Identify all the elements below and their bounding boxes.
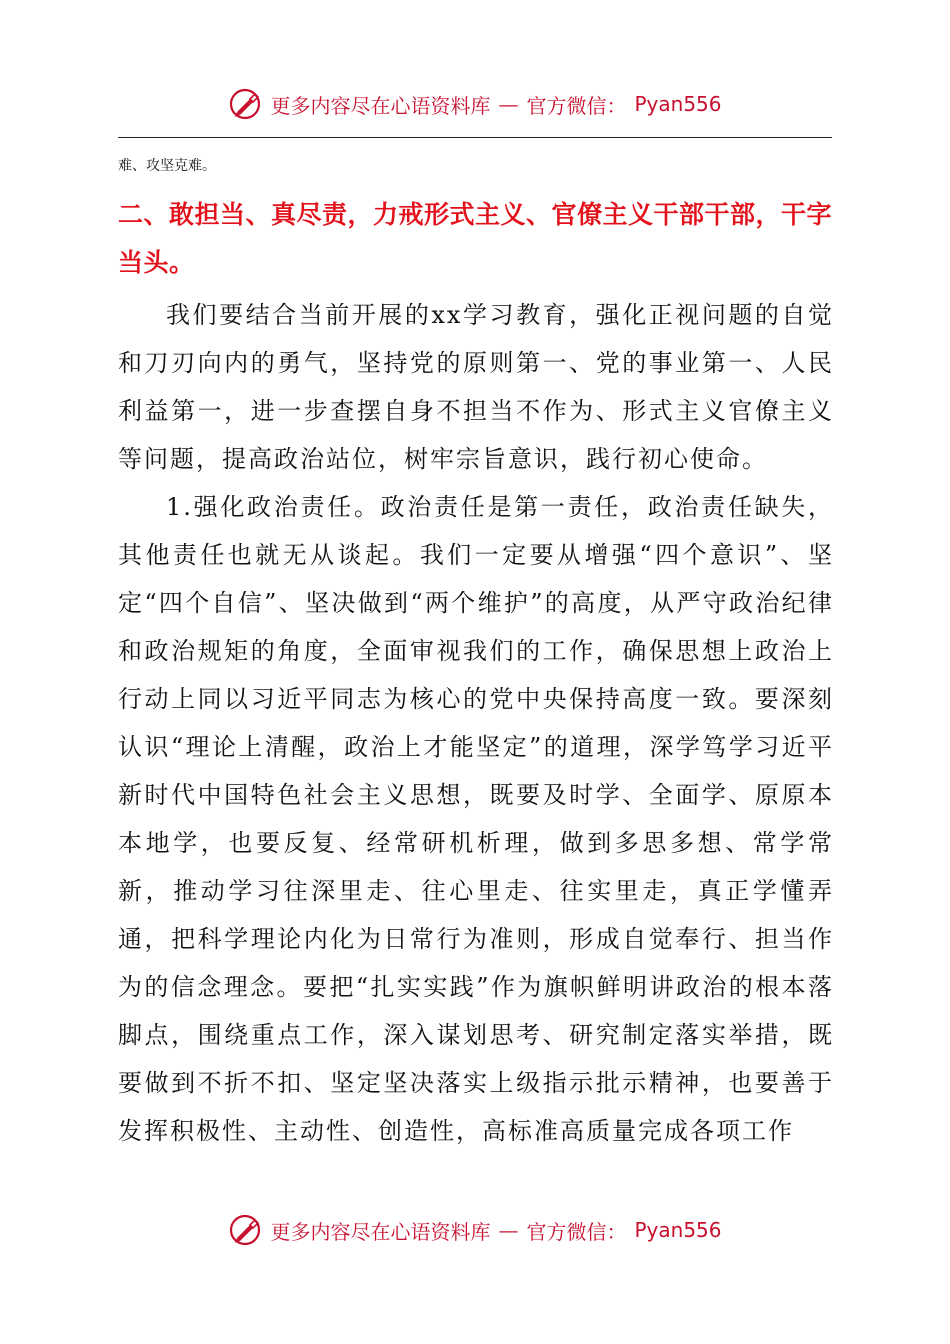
header-banner — [0, 84, 950, 124]
pen-logo-icon — [228, 1213, 262, 1247]
banner-wechat-label: 官方微信： — [526, 93, 627, 118]
banner-wechat-id: Pyan556 — [634, 1218, 722, 1242]
banner-dash: — — [498, 92, 519, 116]
banner-main-text: 更多内容尽在心语资料库 — [270, 93, 491, 118]
banner-main-text: 更多内容尽在心语资料库 — [270, 1219, 491, 1244]
header-rule — [118, 137, 832, 138]
banner-dash: — — [498, 1218, 519, 1242]
section-heading: 二、敢担当、真尽责，力戒形式主义、官僚主义干部干部，干字当头。 — [118, 200, 833, 277]
footer-banner — [0, 1210, 950, 1250]
carry-over-text: 难、攻坚克难。 — [118, 158, 216, 174]
pen-logo-icon — [228, 87, 262, 121]
document-body — [118, 151, 834, 1155]
banner-wechat-label: 官方微信： — [526, 1219, 627, 1244]
paragraph-intro: 我们要结合当前开展的xx学习教育，强化正视问题的自觉和刀刃向内的勇气，坚持党的原则第一、党的事业第一、人民利益第一，进一步查摆自身不担当不作为、形式主义官僚主义等问题，提高政治站位，树牢宗旨意识，践行初心使命。 — [118, 301, 834, 473]
banner-wechat-id: Pyan556 — [634, 92, 722, 116]
paragraph-political-responsibility: 1.强化政治责任。政治责任是第一责任，政治责任缺失，其他责任也就无从谈起。我们一定要从增强“四个意识”、坚定“四个自信”、坚决做到“两个维护”的高度，从严守政治纪律和政治规矩的角度，全面审视我们的工作，确保思想上政治上行动上同以习近平同志为核心的党中央保持高度一致。要深刻认识“理论上清醒，政治上才能坚定”的道理，深学笃学习近平新时代中国特色社会主义思想，既要及时学、全面学、原原本本地学，也要反复、经常研机析理，做到多思多想、常学常新，推动学习往深里走、往心里走、往实里走，真正学懂弄通，把科学理论内化为日常行为准则，形成自觉奉行、担当作为的信念理念。要把“扎实实践”作为旗帜鲜明讲政治的根本落脚点，围绕重点工作，深入谋划思考、研究制定落实举措，既要做到不折不扣、坚定坚决落实上级指示批示精神，也要善于发挥积极性、主动性、创造性，高标准高质量完成各项工作 — [118, 493, 834, 1145]
